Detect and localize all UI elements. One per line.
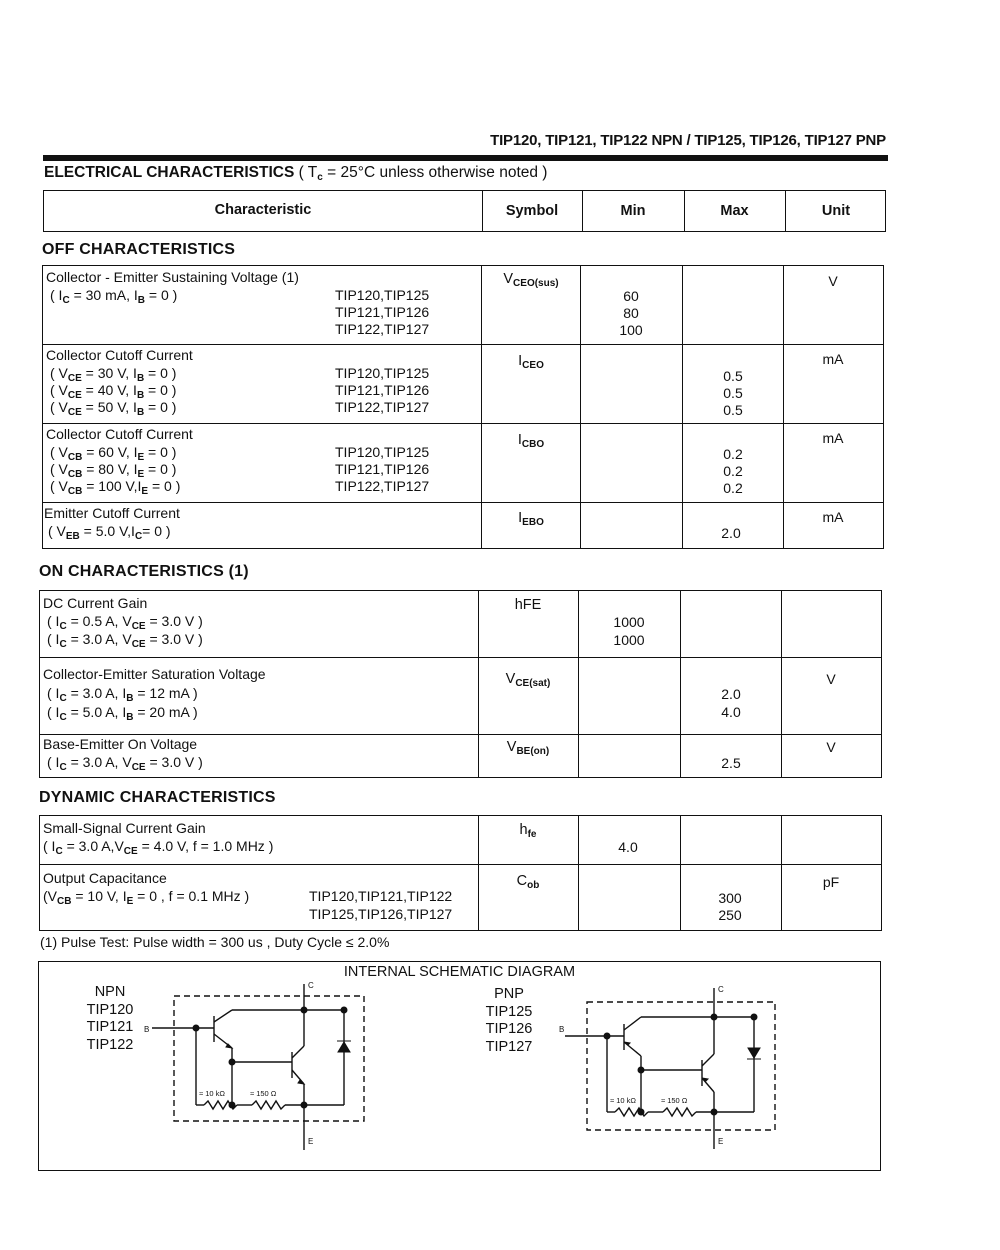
npn-label: NPN TIP120 TIP121 TIP122: [86, 984, 134, 1053]
document-header-title: TIP120, TIP121, TIP122 NPN / TIP125, TIP126, TIP127 PNP: [490, 132, 886, 149]
col-min: Min: [620, 203, 646, 219]
iebo-symbol: $I_{EBO}$: [518, 510, 544, 528]
cob-max-1: 300: [718, 890, 742, 906]
icbo-device-3: TIP122,TIP127: [335, 478, 430, 494]
icbo-max-3: 0.2: [723, 480, 743, 496]
cob-symbol: $C_{ob}$: [516, 873, 540, 891]
iceo-max-2: 0.5: [723, 385, 743, 401]
section-dynamic-title: DYNAMIC CHARACTERISTICS: [39, 789, 276, 806]
dynamic-characteristics-table: [39, 815, 882, 931]
hfe-min-1: 1000: [613, 614, 645, 630]
iceo-unit: mA: [822, 351, 844, 367]
hfe-symbol: hFE: [514, 597, 542, 613]
cob-unit: pF: [822, 874, 840, 890]
cob-condition: ($V_{CB} = 10$ V, $I_E = 0$ , f = 0.1 MHz ): [43, 888, 250, 907]
npn-pin-c: C: [308, 981, 314, 990]
vcesat-symbol: $V_{CE(sat)}$: [505, 671, 551, 689]
npn-darlington-schematic: [144, 980, 374, 1160]
vbeon-name: Base-Emitter On Voltage: [43, 736, 198, 752]
pnp-label: PNP TIP125 TIP126 TIP127: [485, 986, 533, 1055]
pnp-resistor-2: ≈ 150 Ω: [661, 1096, 688, 1105]
icbo-max-2: 0.2: [723, 463, 743, 479]
vceo-min-2: 80: [623, 305, 639, 321]
schematic-title: INTERNAL SCHEMATIC DIAGRAM: [343, 964, 576, 980]
electrical-characteristics-title: ELECTRICAL CHARACTERISTICS ( $T_c = 25^\circ C$ unless otherwise noted ): [44, 164, 548, 183]
iebo-name: Emitter Cutoff Current: [44, 505, 180, 521]
icbo-condition-2: ( $V_{CB} = 80$ V, $I_E = 0$ ): [50, 461, 177, 480]
col-characteristic: Characteristic: [214, 202, 312, 218]
pnp-pin-b: B: [559, 1025, 565, 1034]
iceo-condition-1: ( $V_{CE} = 30$ V, $I_B = 0$ ): [50, 365, 177, 384]
icbo-condition-3: ( $V_{CB} = 100$ $V,I_E = 0$ ): [50, 478, 181, 497]
iceo-device-2: TIP121,TIP126: [335, 382, 430, 398]
col-unit: Unit: [821, 203, 851, 219]
iceo-condition-2: ( $V_{CE} = 40$ V, $I_B = 0$ ): [50, 382, 177, 401]
icbo-condition-1: ( $V_{CB} = 60$ V, $I_E = 0$ ): [50, 444, 177, 463]
hfe-small-name: Small-Signal Current Gain: [43, 820, 206, 836]
iceo-name: Collector Cutoff Current: [46, 347, 193, 363]
iceo-device-1: TIP120,TIP125: [335, 365, 430, 381]
col-max: Max: [720, 203, 749, 219]
vcesat-max-1: 2.0: [721, 686, 741, 702]
iceo-condition-3: ( $V_{CE} = 50$ V, $I_B = 0$ ): [50, 399, 177, 418]
vceo-device-1: TIP120,TIP125: [335, 287, 430, 303]
column-header-row: [43, 190, 886, 232]
iebo-max: 2.0: [721, 525, 741, 541]
cob-name: Output Capacitance: [43, 870, 167, 886]
col-symbol: Symbol: [505, 203, 559, 219]
npn-pin-e: E: [308, 1137, 314, 1146]
npn-pin-b: B: [144, 1025, 150, 1034]
iebo-condition: ( $V_{EB} = 5.0$ $V,I_C= 0$ ): [48, 523, 171, 542]
vceo-unit: V: [828, 273, 838, 289]
vbeon-condition: ( $I_C = 3.0$ A, $V_{CE} = 3.0$ V ): [47, 754, 203, 773]
pnp-resistor-1: ≈ 10 kΩ: [610, 1096, 636, 1105]
cob-max-2: 250: [718, 907, 742, 923]
hfe-name: DC Current Gain: [43, 595, 148, 611]
hfe-small-symbol: $h_{fe}$: [519, 822, 537, 840]
section-on-title: ON CHARACTERISTICS (1): [39, 563, 249, 580]
iebo-unit: mA: [822, 509, 844, 525]
vbeon-symbol: $V_{BE(on)}$: [506, 739, 550, 757]
icbo-device-1: TIP120,TIP125: [335, 444, 430, 460]
vceo-condition: ( $I_C = 30$ mA, $I_B = 0$ ): [50, 287, 178, 306]
npn-resistor-1: ≈ 10 kΩ: [199, 1089, 225, 1098]
vceo-device-3: TIP122,TIP127: [335, 321, 430, 337]
vceo-name: Collector - Emitter Sustaining Voltage (1): [46, 269, 299, 285]
section-off-title: OFF CHARACTERISTICS: [42, 241, 236, 258]
icbo-device-2: TIP121,TIP126: [335, 461, 430, 477]
icbo-unit: mA: [822, 430, 844, 446]
pulse-test-footnote: (1) Pulse Test: Pulse width = 300 us , Duty Cycle ≤ 2.0%: [40, 934, 390, 950]
vbeon-max: 2.5: [721, 755, 741, 771]
cob-device-2: TIP125,TIP126,TIP127: [309, 906, 453, 922]
icbo-max-1: 0.2: [723, 446, 743, 462]
vcesat-max-2: 4.0: [721, 704, 741, 720]
iceo-device-3: TIP122,TIP127: [335, 399, 430, 415]
vceo-symbol: $V_{CEO(sus)}$: [503, 271, 559, 289]
off-characteristics-table: [42, 265, 884, 549]
icbo-name: Collector Cutoff Current: [46, 426, 193, 442]
npn-resistor-2: ≈ 150 Ω: [250, 1089, 277, 1098]
pnp-pin-c: C: [718, 985, 724, 994]
hfe-small-condition: ( $I_C = 3.0$ $A,V_{CE} = 4.0$ V, f = 1.0 MHz ): [43, 838, 274, 857]
cob-device-1: TIP120,TIP121,TIP122: [309, 888, 453, 904]
vcesat-condition-2: ( $I_C = 5.0$ A, $I_B = 20$ mA ): [47, 704, 198, 723]
hfe-min-2: 1000: [613, 632, 645, 648]
hfe-small-min: 4.0: [618, 839, 638, 855]
pnp-darlington-schematic: [559, 984, 799, 1154]
hfe-condition-2: ( $I_C = 3.0$ A, $V_{CE} = 3.0$ V ): [47, 631, 203, 650]
vcesat-unit: V: [826, 671, 836, 687]
vceo-min-1: 60: [623, 288, 639, 304]
header-rule: [43, 155, 888, 161]
pnp-pin-e: E: [718, 1137, 724, 1146]
vceo-device-2: TIP121,TIP126: [335, 304, 430, 320]
iceo-max-3: 0.5: [723, 402, 743, 418]
iceo-max-1: 0.5: [723, 368, 743, 384]
vbeon-unit: V: [826, 739, 836, 755]
internal-schematic-diagram: [38, 961, 881, 1171]
vcesat-condition-1: ( $I_C = 3.0$ A, $I_B = 12$ mA ): [47, 685, 198, 704]
hfe-condition-1: ( $I_C = 0.5$ A, $V_{CE} = 3.0$ V ): [47, 613, 203, 632]
iceo-symbol: $I_{CEO}$: [518, 353, 544, 371]
on-characteristics-table: [39, 590, 882, 778]
icbo-symbol: $I_{CBO}$: [517, 432, 545, 450]
vcesat-name: Collector-Emitter Saturation Voltage: [43, 666, 266, 682]
vceo-min-3: 100: [619, 322, 643, 338]
